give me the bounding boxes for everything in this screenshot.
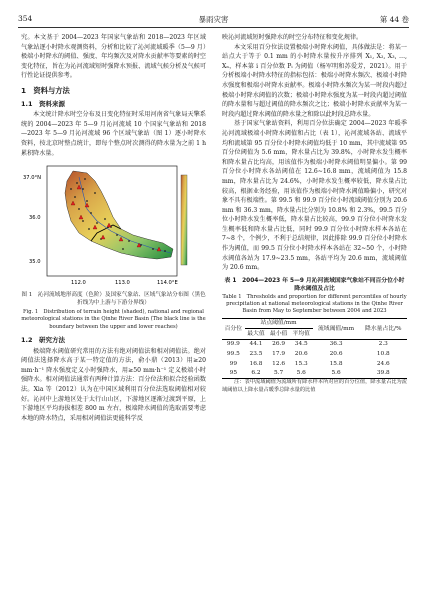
figure-1-caption-en: Fig. 1 Distribution of terrain height (shaded), national and regional meteorological stations in the Qinhe River Basin (The black line is the boundary between the upper and lower reaches) [21, 309, 206, 330]
table-row: 99.5 23.5 17.9 20.6 20.6 10.8 [226, 351, 390, 358]
elevation-colorbar [181, 175, 187, 265]
table-row: 95 6.2 5.7 5.6 5.6 39.8 [222, 369, 407, 379]
header-divider [18, 27, 409, 28]
table-1 [222, 318, 407, 380]
y-tick-2: 36.0 [29, 215, 41, 222]
table-row: 99 16.8 12.6 15.3 15.8 24.6 [229, 360, 390, 367]
method-paragraph-2: 本文采用百分位法设置极端小时降水阈值，具体做法是：将某一站点大于等于 0.1 mm 的小时降水量按升序排列 X₁, X₂, X₃, …, Xₙ，样本第 i 百分位数 Pᵢ 为阈值（杨军明和苏爱芳，2021）。用于分析极端小时降水特征的指标包括：极端小时降水频次、极端小时降水强度和极端小时降水贡献率。极端小时降水频次为某一时段内超过极端小时降水阈值的次数；极端小时降水强度为某一时段内超过阈值的降水量和与超过阈值的降水频次之比；极端小时降水贡献率为某一时段内超过降水阈值的降水量之和除以此时段总降水量。 [222, 43, 407, 118]
terrain-map [21, 163, 206, 288]
x-tick-2: 113.0 [115, 280, 130, 287]
col-station-threshold: 站点阈值/mm [245, 318, 313, 329]
journal-name: 暴雨灾害 [198, 15, 229, 24]
method-paragraph: 极端降水阈值研究常用的方法有绝对阈值法和相对阈值法。绝对阈值法选择降水高于某一特定值的方法，俞小鼎（2013）用≥20 mm·h⁻¹ 降水强度定义小时强降水，用≥50 mm·h⁻¹ 定义极端小时强降水。相对阈值法通常有两种计算方法：百分位法和拟合经验函数法。Xia 等（2012）认为在中国区域利用百分位法选取阈值相对较好。沁河中上游地区处于太行山山区，下游地区逐渐过渡到平原，上下游地区平均海拔相差 800 m 左右，极端降水阈值的选取需要考虑本地的降水特点，采用相对阈值法更能科学反 [21, 347, 206, 422]
col-max: 最大值 [247, 330, 265, 337]
col-percentile: 百分位 [224, 325, 243, 332]
method-paragraph-3: 基于国家气象站资料，利用百分位法确定 2004—2023 年暖季沁河流域极端小时降水阈值和占比（表 1），沁河流域各站、流域平均和流域第 95 百分位小时降水阈值均低于 10 mm，其中流域第 95 百分位阈值为 5.6 mm，降水量占比为 39.8%，小时降水发生概率和降水量占比均高，用该值作为极端小时降水阈值明显偏小。第 99 百分位小时降水各站阈值在 12.6~16.8 mm，流域阈值为 15.8 mm，降水量占比为 24.6%，小时降水发生概率较低，降水量占比较高，根据业务经验，用该值作为极端小时降水阈值略偏小，研究对象不具有极端性。第 99.5 和 99.9 百分位小时流域阈值分别为 20.6 mm 和 36.3 mm，降水量占比分别为 10.8% 和 2.3%，99.5 百分位小时降水发生概率低，降水量占比较高，99.9 百分位小时降水发生概率低和降水量占比低，同时 99.9 百分位小时降水样本各站在 7~8 个，个例少，不利于总结规律，因此排除 99.9 百分位小时降水作为阈值，而 99.5 百分位小时降水样本各站在 32~50 个，小时降水阈值各站为 17.9~23.5 mm，各站平均为 20.6 mm，流域阈值为 20.6 mm。 [222, 120, 407, 272]
volume-label: 第 44 卷 [379, 15, 409, 24]
col-basin-threshold: 流域阈值/mm [317, 325, 355, 332]
table-row: 99.9 44.1 26.9 34.5 36.3 2.3 [226, 341, 388, 348]
left-column [21, 33, 206, 423]
section-1-heading: 1 资料与方法 [21, 85, 70, 95]
intro-paragraph: 究。本文基于 2004—2023 年国家气象站和 2018—2023 年区域气象站逐小时降水观测资料，分析和比较了沁河流域暖季（5—9 月）极端小时降水的阈值、强度、年均频次及对降水贡献率等要素的时空变化特征，旨在为沁河流域短时强降水预报、流域气候分析及气候可行性论证提供参考。 [21, 34, 206, 80]
x-tick-3: 114.0°E [157, 280, 178, 287]
col-avg: 平均值 [292, 330, 310, 337]
table-1-note: 注：表中流域阈值为流域所有降水样本所对应的百分位值，降水量占比为流域阈值以上降水量占暖季总降水量的比值 [222, 379, 407, 393]
figure-1-map [21, 163, 206, 288]
x-tick-1: 112.0 [71, 280, 86, 287]
figure-1-caption: 图 1 沁河流域地形高度（色阶）及国家气象站、区域气象站分布图（黑色折线为中上游与下游分界线） [21, 292, 206, 307]
page-number: 354 [18, 14, 33, 23]
section-1-2-heading: 1.2 研究方法 [21, 336, 66, 345]
col-min: 最小值 [269, 330, 288, 337]
right-column [222, 33, 407, 394]
page-header [18, 14, 409, 26]
continued-paragraph: 映沁河流域短时强降水的时空分布特征和变化规律。 [222, 34, 363, 41]
data-paragraph: 本文统计降水时空分布及日变化特征时采用河南省气象局天擎系统的 2004—2023 年 5—9 月沁河流域 10 个国家气象站和 2018—2023 年 5—9 月沁河流域 96 个区域气象站（图 1）逐小时降水资料，按北京时整点统计，即每个整点时次测得的降水量为之前 1 h 累积降水量。 [21, 111, 206, 157]
col-ratio: 降水量占比/% [365, 325, 402, 332]
y-tick-1: 37.0°N [23, 175, 42, 182]
table-1-caption-en: Table 1 Thresholds and proportion for different percentiles of hourly precipitation at national meteorological stations in the Qinhe River Basin from May to September between 2004 and 2023 [222, 293, 407, 315]
y-tick-3: 35.0 [29, 259, 41, 266]
section-1-1-heading: 1.1 资料来源 [21, 99, 66, 108]
table-1-caption: 表 1 2004—2023 年 5—9 月沁河流域国家气象站不同百分位小时降水阈值及占比 [224, 277, 405, 292]
